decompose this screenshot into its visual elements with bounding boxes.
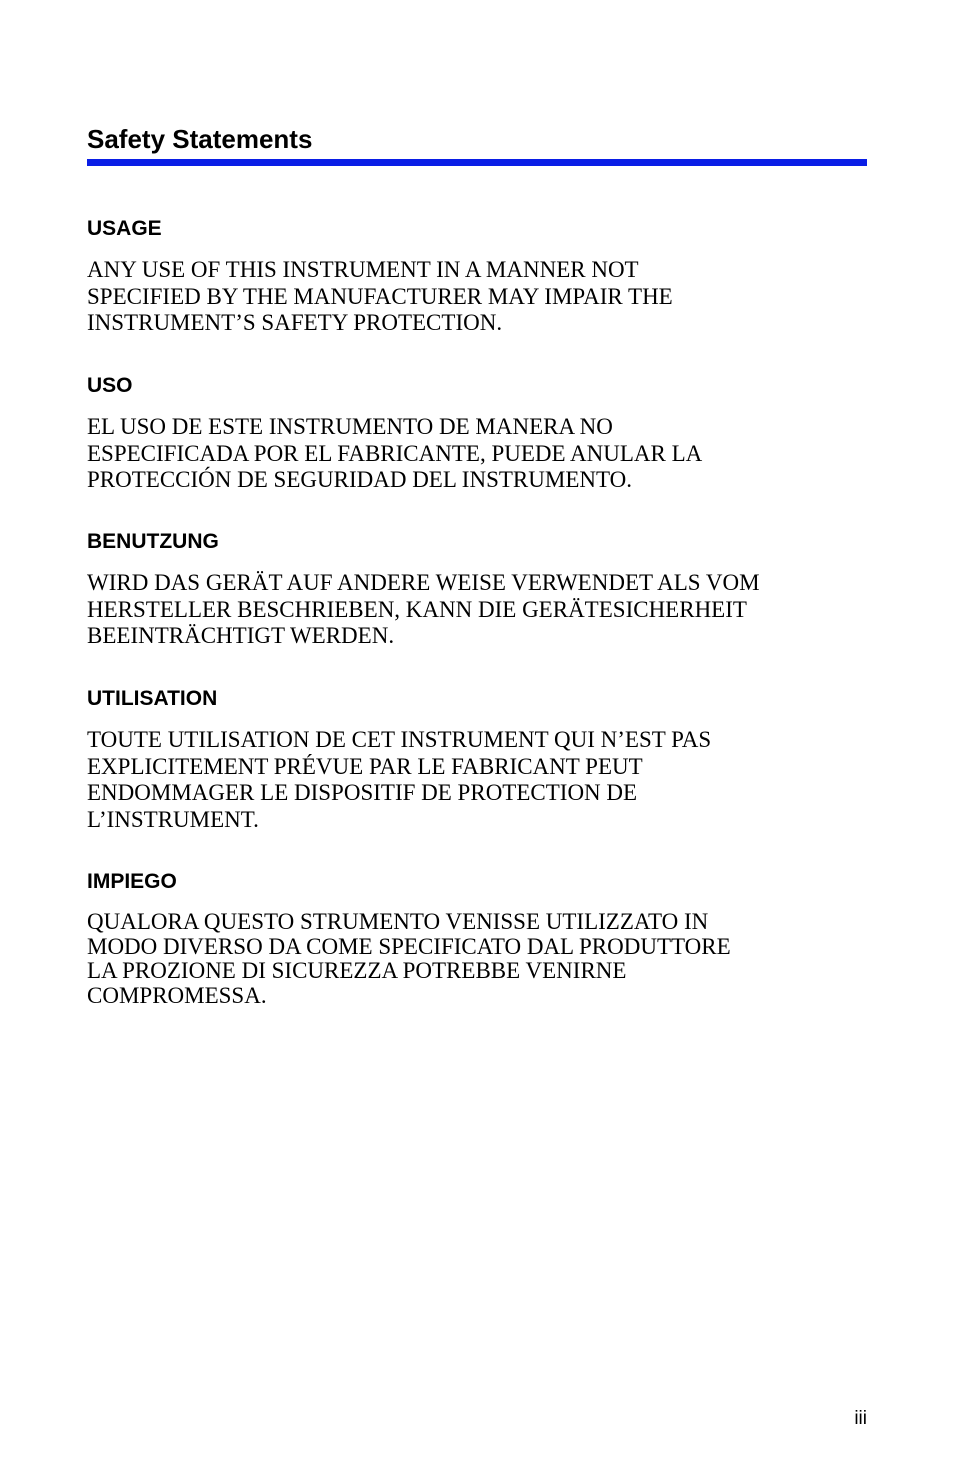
section-uso <box>87 373 877 494</box>
page-header <box>87 122 867 156</box>
section-body: TOUTE UTILISATION DE CET INSTRUMENT QUI N’EST PAS EXPLICITEMENT PRÉVUE PAR LE FABRICANT PEUT ENDOMMAGER LE DISPOSITIF DE PROTECTION DE L’INSTRUMENT. <box>87 727 712 832</box>
section-benutzung <box>87 529 877 650</box>
section-heading: USAGE <box>87 217 162 240</box>
section-heading: UTILISATION <box>87 687 218 710</box>
title-rule <box>87 159 867 166</box>
section-body: QUALORA QUESTO STRUMENTO VENISSE UTILIZZATO IN MODO DIVERSO DA COME SPECIFICATO DAL PRODUTTORE LA PROZIONE DI SICUREZZA POTREBBE VENIRNE COMPROMESSA. <box>87 909 731 1008</box>
section-impiego <box>87 869 877 1008</box>
section-body: EL USO DE ESTE INSTRUMENTO DE MANERA NO ESPECIFICADA POR EL FABRICANTE, PUEDE ANULAR LA PROTECCIÓN DE SEGURIDAD DEL INSTRUMENTO. <box>87 414 703 492</box>
section-body: WIRD DAS GERÄT AUF ANDERE WEISE VERWENDET ALS VOM HERSTELLER BESCHRIEBEN, KANN DIE GERÄTESICHERHEIT BEEINTRÄCHTIGT WERDEN. <box>87 570 760 648</box>
section-heading: IMPIEGO <box>87 870 177 893</box>
section-utilisation <box>87 686 877 833</box>
section-heading: USO <box>87 374 133 397</box>
section-heading: BENUTZUNG <box>87 530 219 553</box>
page-title: Safety Statements <box>87 124 313 154</box>
section-body: ANY USE OF THIS INSTRUMENT IN A MANNER NOT SPECIFIED BY THE MANUFACTURER MAY IMPAIR THE INSTRUMENT’S SAFETY PROTECTION. <box>87 257 673 335</box>
section-usage <box>87 216 877 337</box>
page-number: iii <box>854 1408 867 1429</box>
